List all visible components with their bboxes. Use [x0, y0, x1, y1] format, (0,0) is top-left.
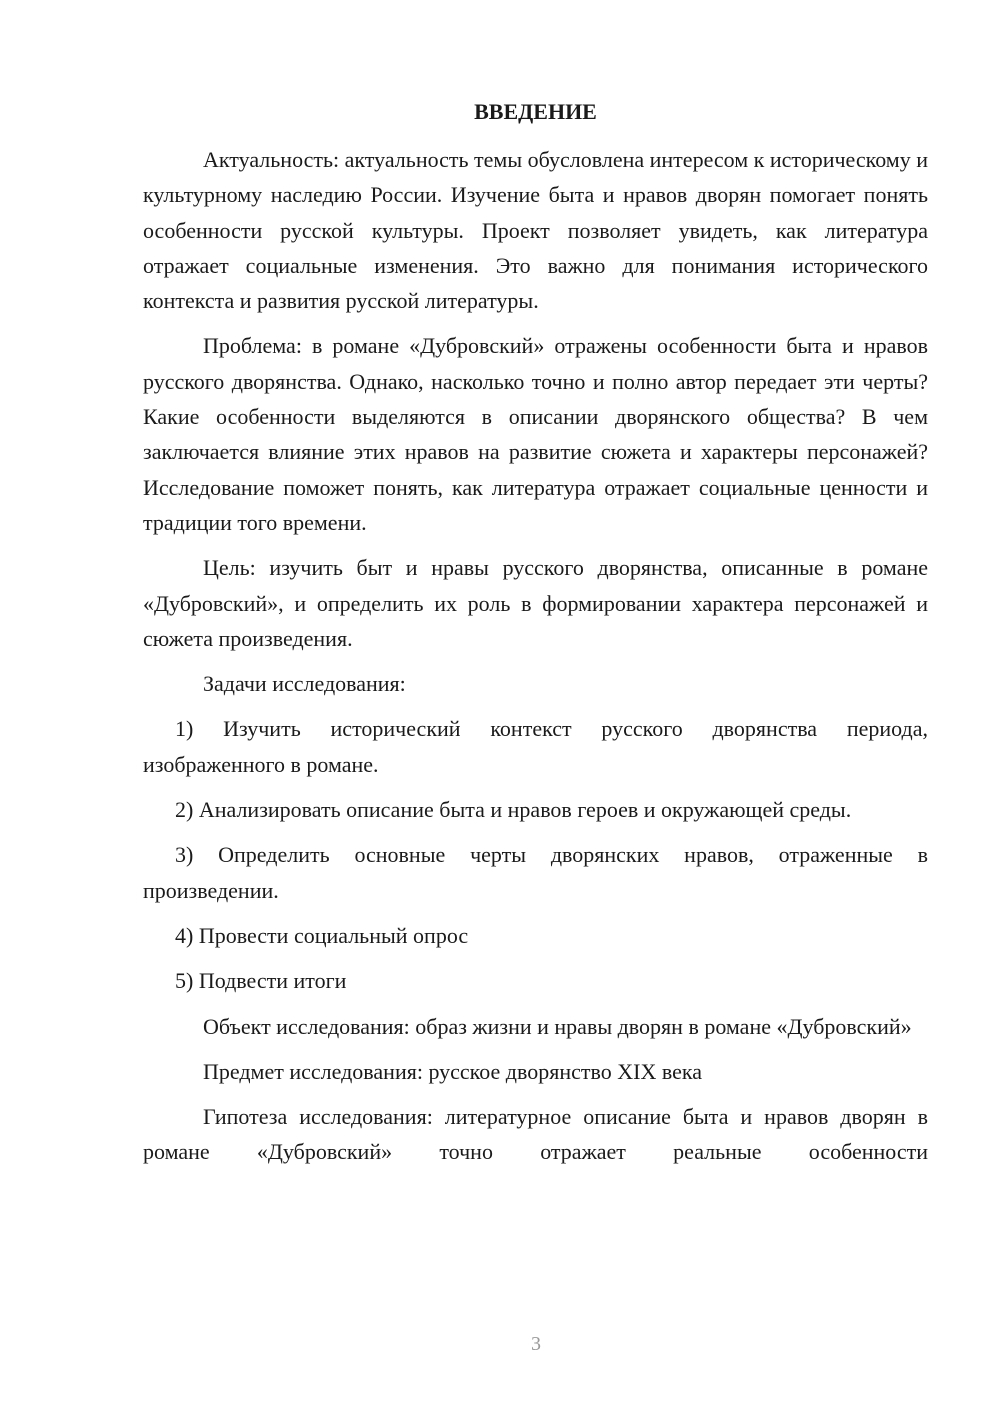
task-item-4: 4) Провести социальный опрос	[175, 922, 469, 948]
task-item-5: 5) Подвести итоги	[175, 968, 347, 994]
tasks-title: Задачи исследования:	[203, 671, 406, 697]
task-item-1: 1) Изучить исторический контекст русского дворянства периода, изображенного в романе.	[143, 716, 928, 777]
page-number: 3	[531, 1333, 541, 1355]
goal-paragraph: Цель: изучить быт и нравы русского дворянства, описанные в романе «Дубровский», и определить их роль в формировании характера персонажей и сюжета произведения.	[143, 555, 928, 651]
problem-paragraph: Проблема: в романе «Дубровский» отражены особенности быта и нравов русского дворянства. Однако, насколько точно и полно автор передает эти черты? Какие особенности выделяются в описании дворянского общества? В чем заключается влияние этих нравов на развитие сюжета и характеры персонажей? Исследование поможет понять, как литература отражает социальные ценности и традиции того времени.	[143, 333, 928, 535]
task-item-3: 3) Определить основные черты дворянских нравов, отраженные в произведении.	[143, 842, 928, 903]
subject-paragraph: Предмет исследования: русское дворянство XIX века	[203, 1058, 702, 1084]
section-heading: ВВЕДЕНИЕ	[474, 99, 597, 124]
hypothesis-paragraph: Гипотеза исследования: литературное описание быта и нравов дворян в романе «Дубровский» точно отражает реальные особенности	[143, 1104, 928, 1165]
object-paragraph: Объект исследования: образ жизни и нравы дворян в романе «Дубровский»	[203, 1013, 912, 1039]
task-item-2: 2) Анализировать описание быта и нравов героев и окружающей среды.	[175, 797, 852, 823]
document-page	[143, 94, 928, 1180]
relevance-paragraph: Актуальность: актуальность темы обусловлена интересом к историческому и культурному наследию России. Изучение быта и нравов дворян помогает понять особенности русской культуры. Проект позволяет увидеть, как литература отражает социальные изменения. Это важно для понимания исторического контекста и развития русской литературы.	[143, 147, 928, 314]
